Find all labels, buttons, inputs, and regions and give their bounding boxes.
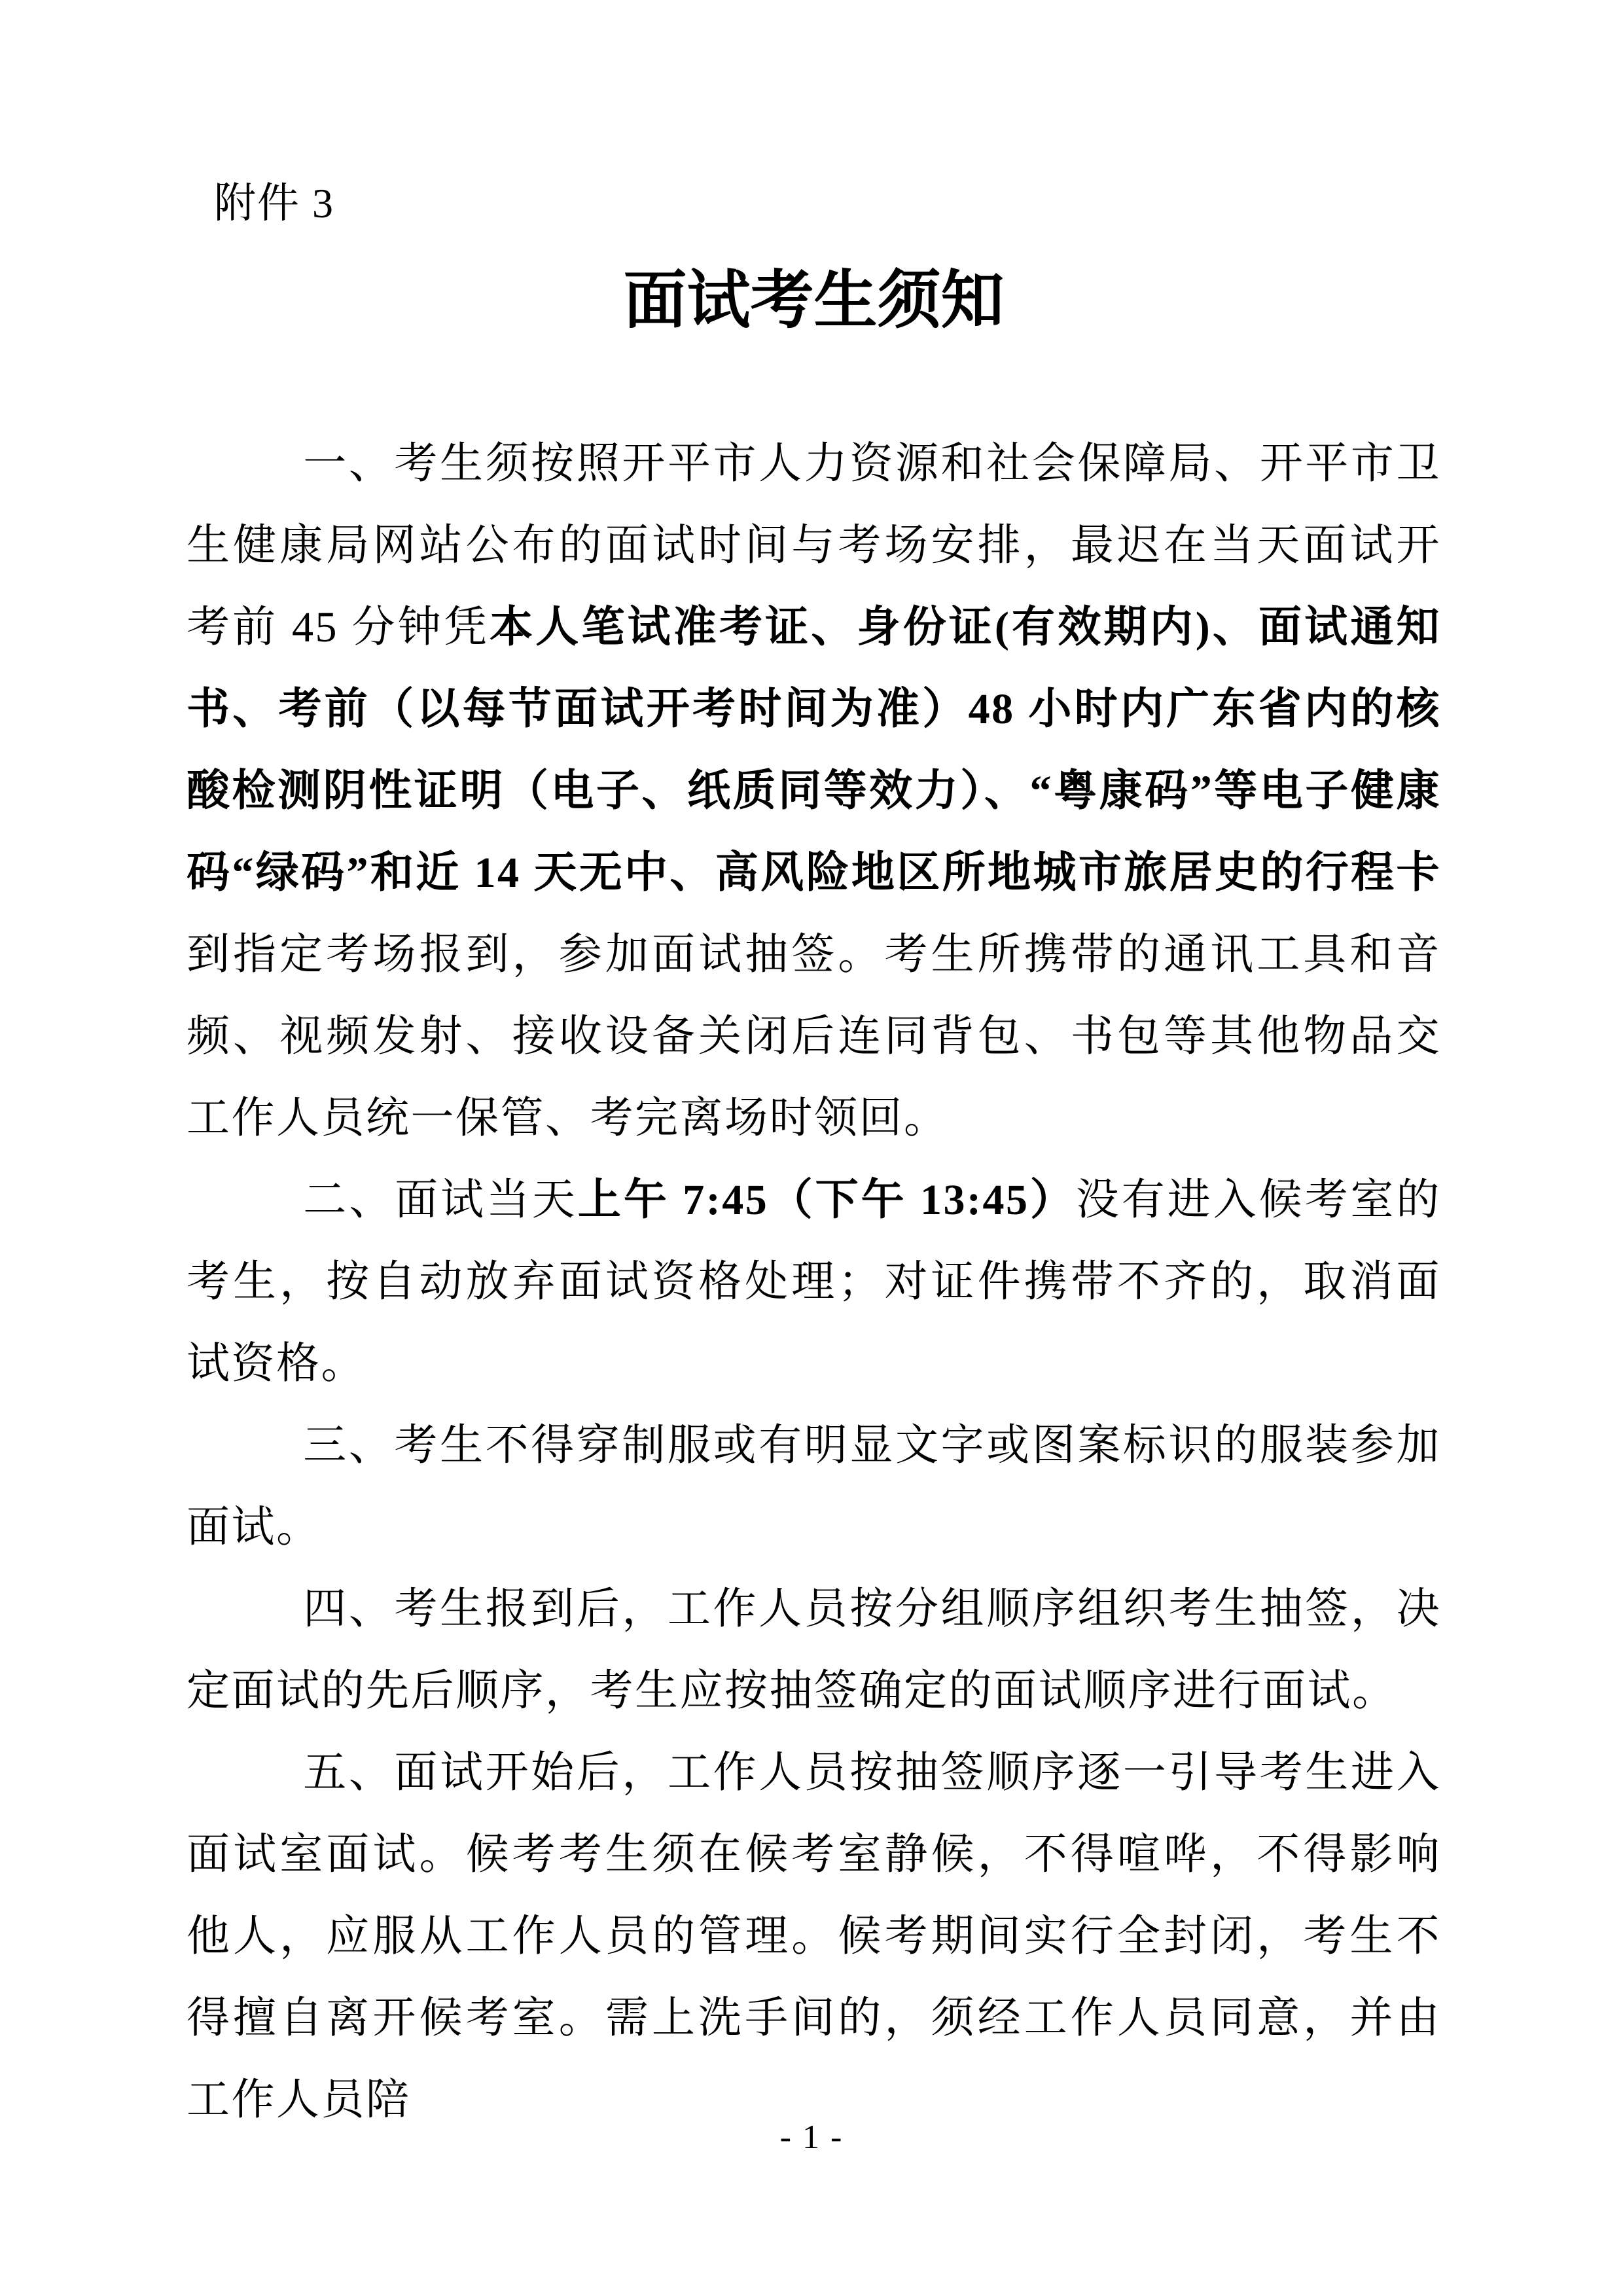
paragraph-1	[187, 423, 1441, 1159]
page-footer	[0, 2118, 1623, 2157]
paragraph-2	[187, 1159, 1441, 1405]
paragraph-2-segment-3: 没有进入候考室的考生，按自动放弃面试资格处理；对证件携带不齐的，取消面试资格。	[187, 1176, 1442, 1388]
paragraph-3-segment-1: 三、考生不得穿制服或有明显文字或图案标识的服装参加面试。	[187, 1422, 1441, 1551]
paragraph-5-segment-1: 五、面试开始后，工作人员按抽签顺序逐一引导考生进入面试室面试。候考考生须在候考室静候，不得喧哗，不得影响他人，应服从工作人员的管理。候考期间实行全封闭，考生不得擅自离开候考室。需上洗手间的，须经工作人员同意，并由工作人员陪	[187, 1749, 1441, 2124]
paragraph-1-segment-1: 一、考生须按照开平市人力资源和社会保障局、开平市卫生健康局网站公布的面试时间与考场安排，最迟在当天面试开考前 45 分钟凭	[187, 440, 1441, 651]
paragraph-4-segment-1: 四、考生报到后，工作人员按分组顺序组织考生抽签，决定面试的先后顺序，考生应按抽签确定的面试顺序进行面试。	[187, 1585, 1441, 1715]
paragraph-1-segment-2-bold: 本人笔试准考证、身份证(有效期内)、面试通知书、考前（以每节面试开考时间为准）48 小时内广东省内的核酸检测阴性证明（电子、纸质同等效力）、“粤康码”等电子健康码“绿码”和近 14 天无中、高风险地区所地城市旅居史的行程卡	[187, 603, 1441, 897]
page-number: - 1 -	[779, 2119, 844, 2156]
paragraph-4	[187, 1568, 1441, 1732]
document-body	[187, 423, 1441, 2141]
attachment-label: 附件 3	[214, 180, 334, 226]
paragraph-3	[187, 1405, 1441, 1568]
paragraph-2-segment-2-bold: 上午 7:45（下午 13:45）	[577, 1176, 1076, 1224]
paragraph-1-segment-3: 到指定考场报到，参加面试抽签。考生所携带的通讯工具和音频、视频发射、接收设备关闭后连同背包、书包等其他物品交工作人员统一保管、考完离场时领回。	[187, 931, 1441, 1142]
paragraph-5	[187, 1732, 1441, 2141]
page-title: 面试考生须知	[623, 266, 1005, 336]
paragraph-2-segment-1: 二、面试当天	[303, 1176, 578, 1224]
